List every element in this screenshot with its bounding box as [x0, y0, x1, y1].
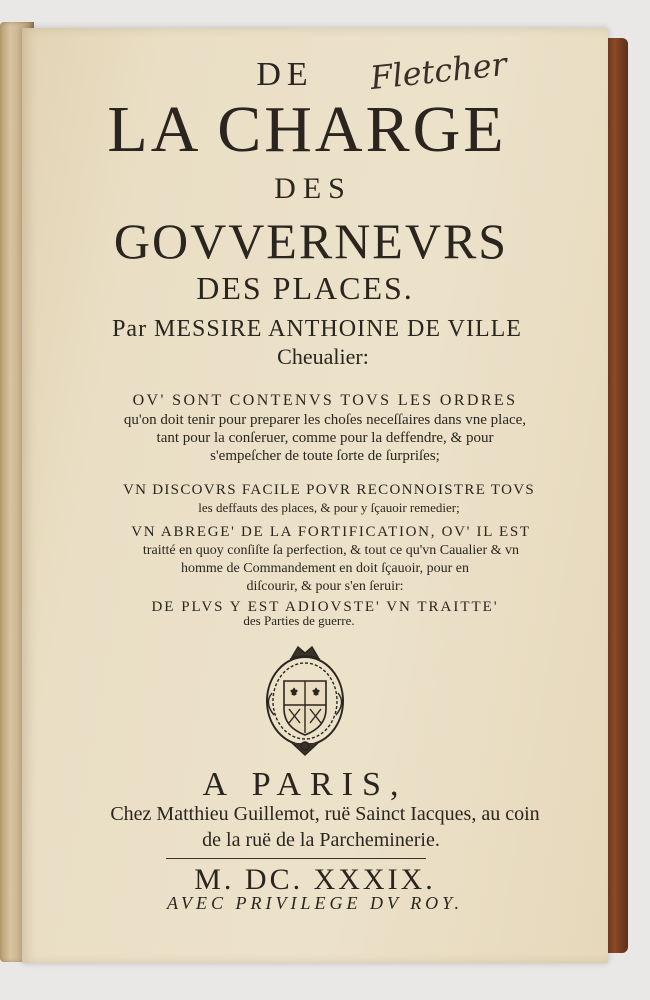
publisher-line1: Chez Matthieu Guillemot, ruë Sainct Iacques, au coin — [110, 803, 540, 825]
title-line-de: DE — [256, 56, 314, 93]
para3-line4: diſcourir, & pour s'en ſeruir: — [246, 579, 404, 594]
author-title: Cheualier: — [277, 344, 369, 369]
para1-line2: qu'on doit tenir pour preparer les choſes neceſſaires dans vne place, — [123, 412, 527, 428]
svg-text:⚜: ⚜ — [289, 688, 299, 698]
para4-line2: des Parties de guerre. — [243, 613, 355, 628]
handwritten-signature: Fletcher — [368, 44, 509, 98]
title-line-places: DES PLACES. — [196, 270, 414, 306]
title-line-des: DES — [274, 172, 352, 205]
para2-line2: les deffauts des places, & pour y ſçauoir remedier; — [198, 500, 460, 515]
imprint-place: A PARIS, — [202, 766, 408, 803]
para1-line4: s'empeſcher de toute ſorte de ſurpriſes; — [210, 448, 440, 464]
royal-coat-of-arms-icon — [262, 643, 348, 760]
title-line-gouverneurs: GOVVERNEVRS — [113, 213, 509, 269]
para4-line1: DE PLVS Y EST ADIOVSTE' VN TRAITTE' — [151, 599, 499, 615]
privilege-line: AVEC PRIVILEGE DV ROY. — [166, 893, 464, 913]
para3-line2: traitté en quoy conſiſte ſa perfection, & tout ce qu'vn Caualier & vn — [142, 543, 520, 558]
para1-line1: OV' SONT CONTENVS TOVS LES ORDRES — [132, 392, 518, 409]
divider-rule — [166, 858, 426, 859]
svg-text:⚜: ⚜ — [311, 688, 321, 698]
main-title: LA CHARGE — [107, 93, 507, 166]
para1-line3: tant pour la conſeruer, comme pour la deffendre, & pour — [156, 430, 494, 446]
para3-line1: VN ABREGE' DE LA FORTIFICATION, OV' IL EST — [131, 524, 531, 540]
publisher-line2: de la ruë de la Parcheminerie. — [202, 829, 440, 851]
imprint-date: M. DC. XXXIX. — [194, 863, 436, 896]
para3-line3: homme de Commandement en doit ſçauoir, pour en — [181, 561, 469, 576]
para2-line1: VN DISCOVRS FACILE POVR RECONNOISTRE TOVS — [122, 482, 536, 498]
author-line: Par MESSIRE ANTHOINE DE VILLE — [112, 316, 522, 342]
